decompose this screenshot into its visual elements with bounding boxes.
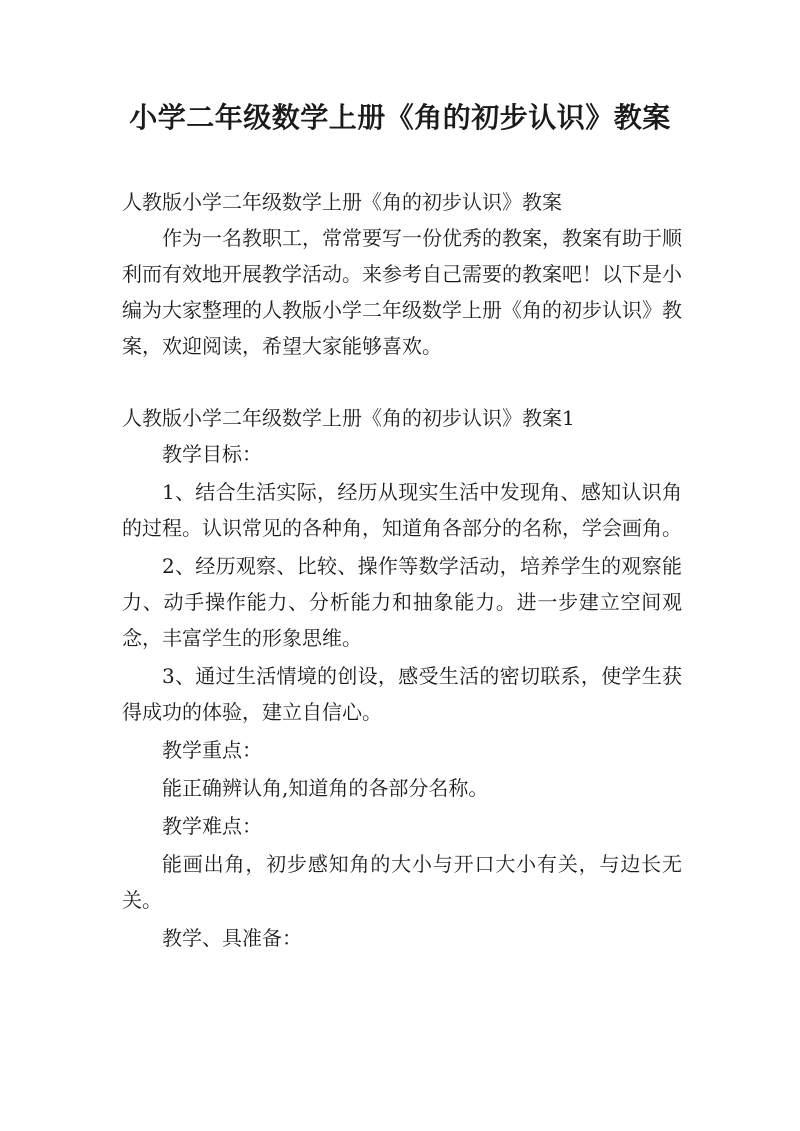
goal-1: 1、结合生活实际，经历从现实生活中发现角、感知认识角的过程。认识常见的各种角，知道角各部分的名称，学会画角。 [122, 480, 682, 540]
document-title: 小学二年级数学上册《角的初步认识》教案 [129, 101, 671, 134]
goal-2: 2、经历观察、比较、操作等数学活动，培养学生的观察能力、动手操作能力、分析能力和抽象能力。进一步建立空间观念，丰富学生的形象思维。 [122, 554, 682, 650]
difficulty-text: 能画出角，初步感知角的大小与开口大小有关，与边长无关。 [122, 852, 682, 912]
intro-paragraph: 作为一名教职工，常常要写一份优秀的教案，教案有助于顺利而有效地开展教学活动。来参考自己需要的教案吧！以下是小编为大家整理的人教版小学二年级数学上册《角的初步认识》教案，欢迎阅读，希望大家能够喜欢。 [122, 226, 682, 358]
key-points-label: 教学重点： [162, 738, 262, 762]
goals-label: 教学目标： [162, 442, 262, 466]
section-heading: 人教版小学二年级数学上册《角的初步认识》教案1 [122, 406, 575, 430]
key-points-text: 能正确辨认角,知道角的各部分名称。 [162, 776, 489, 800]
document-body [122, 184, 682, 956]
goal-3: 3、通过生活情境的创设，感受生活的密切联系，使学生获得成功的体验，建立自信心。 [122, 664, 682, 724]
preparation-label: 教学、具准备： [162, 926, 302, 950]
difficulty-label: 教学难点： [162, 814, 262, 838]
intro-heading: 人教版小学二年级数学上册《角的初步认识》教案 [122, 190, 562, 214]
